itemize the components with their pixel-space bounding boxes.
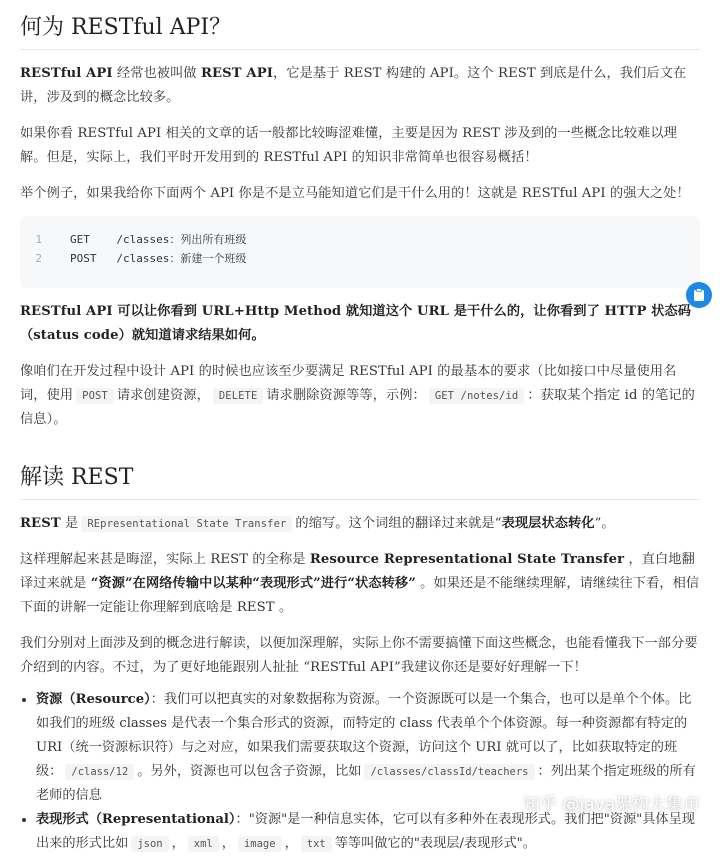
watermark: 知乎 @java架构大集市 [522,795,700,815]
list-item: • 资源（Resource）：我们可以把真实的对象数据称为资源。一个资源既可以是一个集合，也可以是单个个体。比如我们的班级 classes 是代表一个集合形式的资源，而特定的 class 代表单个个体资源。每一种资源都有特定的 URI（统一资源标识符）与之对应，如果我们需要获取这个资源，访问这个 URI 就可以了，比如获取特定的班级： /class/12 。另外，资源也可以包含子资源，比如 /classes/classId/teachers ：列出某个指定班级的所有老师的信息 [36,688,700,808]
inline-code: txt [301,836,332,852]
paragraph: 像咱们在开发过程中设计 API 的时候也应该至少要满足 RESTful API 的最基本的要求（比如接口中尽量使用名词，使用 POST 请求创建资源， DELETE 请求删除资源等等，示例： GET /notes/id ：获取某个指定 id 的笔记的信息）。 [20,364,695,427]
inline-code: json [131,836,168,852]
code-line [20,230,700,249]
bold-paragraph: RESTful API 可以让你看到 URL+Http Method 就知道这个 URL 是干什么的，让你看到了 HTTP 状态码（status code）就知道请求结果如何。 [20,304,692,343]
inline-code: xml [188,836,219,852]
copy-code-button[interactable] [686,282,712,308]
inline-code: GET /notes/id [429,388,524,404]
code-text: POST /classes：新建一个班级 [70,252,247,265]
clipboard-icon [693,288,705,302]
inline-code: REpresentational State Transfer [81,516,292,532]
line-number: 1 [35,233,42,246]
code-line [20,249,700,268]
inline-code: image [238,836,282,852]
code-text: GET /classes：列出所有班级 [70,233,247,246]
bold-text: RESTful API [20,66,113,81]
paragraph: 如果你看 RESTful API 相关的文章的话一般都比较晦涩难懂，主要是因为 REST 涉及到的一些概念比较难以理解。但是，实际上，我们平时开发用到的 RESTful API 的知识非常简单也很容易概括！ [20,126,678,165]
paragraph: 我们分别对上面涉及到的概念进行解读，以便加深理解，实际上你不需要搞懂下面这些概念，也能看懂我下一部分要介绍到的内容。不过，为了更好地能跟别人扯扯 “RESTful API”我建议你还是要好好理解一下！ [20,636,698,675]
inline-code: POST [76,388,114,404]
section-title-restful-api: 何为 RESTful API？ [20,0,700,50]
paragraph: 举个例子，如果我给你下面两个 API 你是不是立马能知道它们是干什么用的！这就是 RESTful API 的强大之处！ [20,186,690,201]
concept-list [20,688,700,856]
paragraph: 这样理解起来甚是晦涩，实际上 REST 的全称是 Resource Representational State Transfer ，直白地翻译过来就是 “资源”在网络传输中以某种“表现形式”进行“状态转移” 。如果还是不能继续理解，请继续往下看，相信下面的讲解一定能让你理解到底啥是 REST 。 [20,552,700,615]
inline-code: /classes/classId/teachers [364,764,534,780]
code-block [20,216,700,288]
list-item: • 表现形式（Representational）："资源"是一种信息实体，它可以有多种外在表现形式。我们把"资源"具体呈现出来的形式比如 json ， xml ， image ， txt 等等叫做它的"表现层/表现形式"。 [36,808,700,856]
paragraph: REST 是 REpresentational State Transfer 的缩写。这个词组的翻译过来就是“表现层状态转化”。 [20,516,615,531]
inline-code: /class/12 [65,764,134,780]
bold-text: REST API [200,66,274,81]
section-title-rest: 解读 REST [20,460,700,500]
paragraph: RESTful API 经常也被叫做 REST API，它是基于 REST 构建的 API。这个 REST 到底是什么，我们后文在讲，涉及到的概念比较多。 [20,66,687,105]
inline-code: DELETE [213,388,264,404]
line-number: 2 [35,252,42,265]
